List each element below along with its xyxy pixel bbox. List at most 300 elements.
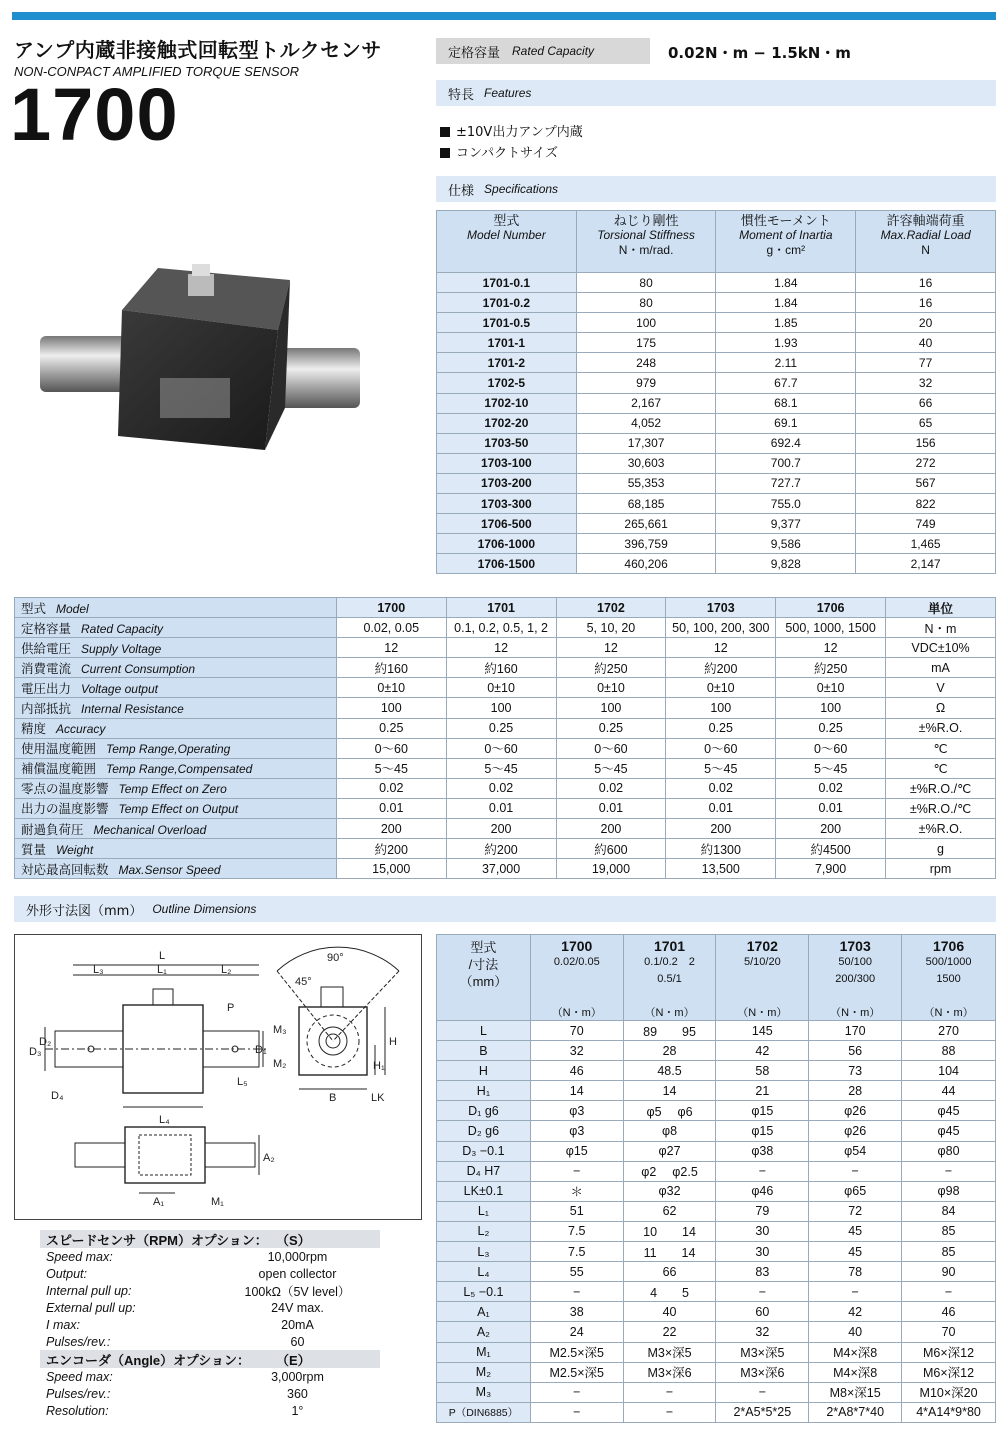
dim-model-unit: （N・m） bbox=[551, 1007, 602, 1019]
dim-value-cell: 56 bbox=[809, 1041, 902, 1061]
spec-value-cell: 749 bbox=[856, 514, 996, 534]
dim-value-cell: 70 bbox=[902, 1322, 996, 1342]
dim-value-cell: 28 bbox=[809, 1081, 902, 1101]
dim-value-cell: 7.5 bbox=[530, 1221, 623, 1241]
value-cell: 0〜60 bbox=[556, 738, 666, 758]
dim-value-cell: 38 bbox=[530, 1302, 623, 1322]
value-cell: 7,900 bbox=[776, 859, 886, 879]
dim-value-cell: 11 14 bbox=[623, 1242, 716, 1262]
value-cell: 0±10 bbox=[446, 678, 556, 698]
model-number-cell: 1703-100 bbox=[437, 453, 577, 473]
table-row bbox=[15, 618, 996, 638]
dim-label-B: B bbox=[329, 1092, 337, 1104]
table-row bbox=[437, 494, 996, 514]
dim-value-cell: 4*A14*9*80 bbox=[902, 1402, 996, 1422]
value-cell: 500, 1000, 1500 bbox=[776, 618, 886, 638]
dim-value-cell: 73 bbox=[809, 1061, 902, 1081]
option-value: 20mA bbox=[281, 1317, 314, 1332]
dim-model-name: 1701 bbox=[653, 938, 686, 954]
row-label-en: Model bbox=[56, 601, 89, 616]
value-cell: 5, 10, 20 bbox=[556, 618, 666, 638]
dim-label-cell: H₁ bbox=[437, 1081, 531, 1101]
table-row bbox=[437, 1081, 996, 1101]
features-title-jp: 特長 bbox=[448, 87, 475, 103]
dim-label-cell: L₅ −0.1 bbox=[437, 1282, 531, 1302]
table-row bbox=[437, 433, 996, 453]
dim-value-cell: 42 bbox=[809, 1302, 902, 1322]
dim-value-cell: 70 bbox=[530, 1021, 623, 1041]
value-cell: 約250 bbox=[556, 658, 666, 678]
row-label-jp: 内部抵抗 bbox=[21, 702, 72, 717]
spec-value-cell: 755.0 bbox=[716, 494, 856, 514]
dim-value-cell: − bbox=[530, 1161, 623, 1181]
dim-label-cell: M₁ bbox=[437, 1342, 531, 1362]
value-cell: 15,000 bbox=[336, 859, 446, 879]
option-key: Pulses/rev.: bbox=[46, 1386, 111, 1401]
rated-capacity-label-en: Rated Capacity bbox=[512, 44, 595, 58]
dim-model-capacity: 500/1000 bbox=[925, 956, 972, 968]
value-cell: 0.1, 0.2, 0.5, 1, 2 bbox=[446, 618, 556, 638]
option-row bbox=[40, 1316, 380, 1333]
row-label-en: Temp Effect on Output bbox=[118, 802, 239, 817]
value-cell: 19,000 bbox=[556, 859, 666, 879]
model-number-cell: 1702-10 bbox=[437, 393, 577, 413]
model-number-cell: 1702-20 bbox=[437, 413, 577, 433]
dim-value-cell: 7.5 bbox=[530, 1242, 623, 1262]
row-label-jp: 出力の温度影響 bbox=[21, 802, 109, 817]
row-label-jp: 対応最高回転数 bbox=[21, 862, 109, 877]
outline-title-jp: 外形寸法図（mm） bbox=[26, 903, 143, 919]
value-cell: rpm bbox=[886, 859, 996, 879]
value-cell: 100 bbox=[336, 698, 446, 718]
value-cell: 200 bbox=[336, 819, 446, 839]
value-cell: 200 bbox=[556, 819, 666, 839]
option-key: Internal pull up: bbox=[46, 1283, 132, 1298]
table-row bbox=[437, 554, 996, 574]
value-cell: 0.25 bbox=[336, 718, 446, 738]
value-cell: 0±10 bbox=[666, 678, 776, 698]
row-label-en: Voltage output bbox=[81, 681, 158, 696]
table-row bbox=[437, 413, 996, 433]
spec-value-cell: 265,661 bbox=[576, 514, 716, 534]
dim-value-cell: 145 bbox=[716, 1021, 809, 1041]
table-row bbox=[15, 698, 996, 718]
table-row bbox=[437, 534, 996, 554]
spec-value-cell: 55,353 bbox=[576, 473, 716, 493]
dim-value-cell: 45 bbox=[809, 1221, 902, 1241]
dim-value-cell: − bbox=[716, 1161, 809, 1181]
dim-value-cell: 78 bbox=[809, 1262, 902, 1282]
dim-label-cell: A₂ bbox=[437, 1322, 531, 1342]
model-number-cell: 1703-300 bbox=[437, 494, 577, 514]
dim-label-L1: L₁ bbox=[157, 964, 167, 976]
value-cell: 200 bbox=[776, 819, 886, 839]
option-value: 10,000rpm bbox=[267, 1249, 328, 1264]
dim-label-A2: A₂ bbox=[263, 1152, 275, 1164]
dim-label-cell: H bbox=[437, 1061, 531, 1081]
dim-value-cell: 10 14 bbox=[623, 1221, 716, 1241]
option-value: open collector bbox=[258, 1266, 337, 1281]
dim-label-cell: L₂ bbox=[437, 1221, 531, 1241]
dim-label-cell: D₁ g6 bbox=[437, 1101, 531, 1121]
dim-value-cell: 79 bbox=[716, 1201, 809, 1221]
dim-value-cell: 4 5 bbox=[623, 1282, 716, 1302]
spec-value-cell: 32 bbox=[856, 373, 996, 393]
outline-drawing bbox=[14, 934, 422, 1220]
value-cell: ℃ bbox=[886, 738, 996, 758]
row-label-cell bbox=[15, 778, 337, 798]
dim-label-L4: L₄ bbox=[159, 1114, 170, 1126]
value-cell: 0.02 bbox=[776, 778, 886, 798]
row-label-en: Supply Voltage bbox=[81, 641, 162, 656]
general-specification-table bbox=[14, 597, 996, 879]
row-label-jp: 電圧出力 bbox=[21, 681, 72, 696]
table-row bbox=[437, 293, 996, 313]
dim-value-cell: − bbox=[530, 1282, 623, 1302]
value-cell: 約600 bbox=[556, 839, 666, 859]
row-label-en: Accuracy bbox=[56, 722, 106, 737]
dim-label-LK: LK bbox=[371, 1092, 385, 1104]
value-cell: 約160 bbox=[336, 658, 446, 678]
dim-value-cell: M3×深6 bbox=[623, 1362, 716, 1382]
option-row bbox=[40, 1248, 380, 1265]
value-cell: 0.25 bbox=[446, 718, 556, 738]
specifications-section-header bbox=[436, 176, 996, 202]
dim-value-cell: − bbox=[809, 1161, 902, 1181]
dim-value-cell: φ46 bbox=[716, 1181, 809, 1201]
dim-value-cell: φ32 bbox=[623, 1181, 716, 1201]
model-number-cell: 1706-1500 bbox=[437, 554, 577, 574]
option-value: 3,000rpm bbox=[271, 1369, 324, 1384]
row-label-en: Weight bbox=[56, 842, 94, 857]
spec-value-cell: 175 bbox=[576, 333, 716, 353]
row-label-cell bbox=[15, 658, 337, 678]
table-row bbox=[437, 373, 996, 393]
value-cell: 0.01 bbox=[556, 798, 666, 818]
table-row bbox=[437, 1061, 996, 1081]
spec-value-cell: 2,147 bbox=[856, 554, 996, 574]
value-cell: 0.02 bbox=[446, 778, 556, 798]
table-row bbox=[15, 798, 996, 818]
dim-value-cell: 40 bbox=[809, 1322, 902, 1342]
value-cell: 0±10 bbox=[336, 678, 446, 698]
dim-label-cell: LK±0.1 bbox=[437, 1181, 531, 1201]
dim-value-cell: 21 bbox=[716, 1081, 809, 1101]
table-row bbox=[15, 718, 996, 738]
row-label-cell bbox=[15, 819, 337, 839]
dim-value-cell: M6×深12 bbox=[902, 1362, 996, 1382]
table-row bbox=[437, 1201, 996, 1221]
dim-value-cell: 44 bbox=[902, 1081, 996, 1101]
value-cell: 1700 bbox=[336, 598, 446, 618]
model-number-cell: 1701-0.5 bbox=[437, 313, 577, 333]
value-cell: 0.25 bbox=[556, 718, 666, 738]
model-number-cell: 1701-2 bbox=[437, 353, 577, 373]
table-row bbox=[15, 819, 996, 839]
spec-value-cell: 692.4 bbox=[716, 433, 856, 453]
value-cell: 100 bbox=[666, 698, 776, 718]
dim-value-cell: φ2 φ2.5 bbox=[623, 1161, 716, 1181]
row-label-en: Temp Range,Compensated bbox=[106, 762, 253, 777]
option-row bbox=[40, 1282, 380, 1299]
rated-capacity-value: 0.02N・m − 1.5kN・m bbox=[668, 44, 851, 62]
dim-value-cell: − bbox=[716, 1282, 809, 1302]
table-row bbox=[437, 1101, 996, 1121]
spec-value-cell: 248 bbox=[576, 353, 716, 373]
dim-value-cell: φ5 φ6 bbox=[623, 1101, 716, 1121]
spec-value-cell: 979 bbox=[576, 373, 716, 393]
spec-value-cell: 1,465 bbox=[856, 534, 996, 554]
value-cell: 13,500 bbox=[666, 859, 776, 879]
table-row bbox=[437, 393, 996, 413]
angle-option-code: （E） bbox=[276, 1352, 311, 1368]
spec-header-cell: ねじり剛性 Torsional Stiffness N・m/rad. bbox=[576, 211, 716, 273]
dim-model-capacity bbox=[902, 989, 995, 1006]
spec-value-cell: 69.1 bbox=[716, 413, 856, 433]
row-label-cell bbox=[15, 798, 337, 818]
option-row bbox=[40, 1368, 380, 1385]
value-cell: 5〜45 bbox=[666, 758, 776, 778]
dim-value-cell: 22 bbox=[623, 1322, 716, 1342]
dim-label-L: L bbox=[159, 950, 166, 962]
model-number-cell: 1701-0.2 bbox=[437, 293, 577, 313]
value-cell: 0〜60 bbox=[776, 738, 886, 758]
row-label-jp: 型式 bbox=[21, 601, 47, 616]
dim-value-cell: 2*A8*7*40 bbox=[809, 1402, 902, 1422]
option-row bbox=[40, 1402, 380, 1419]
dim-model-capacity: 5/10/20 bbox=[743, 956, 781, 968]
dim-value-cell: 51 bbox=[530, 1201, 623, 1221]
value-cell: 100 bbox=[446, 698, 556, 718]
dim-value-cell: 85 bbox=[902, 1242, 996, 1262]
model-number-cell: 1706-500 bbox=[437, 514, 577, 534]
dim-value-cell: φ15 bbox=[530, 1141, 623, 1161]
value-cell: 約200 bbox=[336, 839, 446, 859]
feature-item bbox=[440, 142, 558, 161]
table-row bbox=[15, 598, 996, 618]
dim-value-cell: φ3 bbox=[530, 1101, 623, 1121]
value-cell: 0〜60 bbox=[666, 738, 776, 758]
table-row bbox=[437, 1242, 996, 1262]
table-row bbox=[437, 1362, 996, 1382]
features-section-header bbox=[436, 80, 996, 106]
value-cell: 12 bbox=[446, 638, 556, 658]
dim-value-cell: φ80 bbox=[902, 1141, 996, 1161]
dim-label-cell: L₄ bbox=[437, 1262, 531, 1282]
dim-value-cell: − bbox=[530, 1382, 623, 1402]
dim-value-cell: − bbox=[623, 1402, 716, 1422]
top-accent-bar bbox=[12, 12, 996, 20]
dim-value-cell: φ8 bbox=[623, 1121, 716, 1141]
value-cell: 0.02 bbox=[666, 778, 776, 798]
dim-label-cell: D₃ −0.1 bbox=[437, 1141, 531, 1161]
dim-label-angle45: 45° bbox=[295, 976, 312, 988]
specifications-table bbox=[436, 210, 996, 574]
table-row bbox=[437, 1181, 996, 1201]
option-value: 360 bbox=[287, 1386, 308, 1401]
dim-model-name: 1703 bbox=[839, 938, 871, 954]
outline-section-header bbox=[14, 896, 996, 922]
model-number-cell: 1703-50 bbox=[437, 433, 577, 453]
spec-value-cell: 65 bbox=[856, 413, 996, 433]
table-row bbox=[437, 273, 996, 293]
option-key: Speed max: bbox=[46, 1369, 113, 1384]
dim-value-cell: 89 95 bbox=[623, 1021, 716, 1041]
option-value: 100kΩ（5V level） bbox=[244, 1284, 351, 1299]
dim-model-unit: （N・m） bbox=[737, 1007, 788, 1019]
spec-value-cell: 1.84 bbox=[716, 273, 856, 293]
dim-value-cell: 170 bbox=[809, 1021, 902, 1041]
spec-value-cell: 2,167 bbox=[576, 393, 716, 413]
value-cell: 0.02, 0.05 bbox=[336, 618, 446, 638]
spec-header-cell: 許容軸端荷重 Max.Radial Load N bbox=[856, 211, 996, 273]
model-number-cell: 1701-0.1 bbox=[437, 273, 577, 293]
speed-option-header bbox=[40, 1230, 380, 1248]
dim-value-cell: φ15 bbox=[716, 1101, 809, 1121]
value-cell: 0.01 bbox=[336, 798, 446, 818]
product-title-jp: アンプ内蔵非接触式回転型トルクセンサ bbox=[14, 38, 382, 62]
dim-model-name: 1700 bbox=[561, 938, 593, 954]
value-cell: 約4500 bbox=[776, 839, 886, 859]
value-cell: 約1300 bbox=[666, 839, 776, 859]
dimension-table bbox=[436, 934, 996, 1423]
speed-option-title: スピードセンサ（RPM）オプション： bbox=[46, 1232, 268, 1248]
value-cell: 0.01 bbox=[776, 798, 886, 818]
dim-value-cell: M4×深8 bbox=[809, 1342, 902, 1362]
dim-header-label bbox=[437, 935, 531, 1021]
table-row bbox=[15, 738, 996, 758]
spec-value-cell: 16 bbox=[856, 273, 996, 293]
dim-label-H1: H₁ bbox=[373, 1060, 385, 1072]
table-row bbox=[15, 859, 996, 879]
rated-capacity-label-jp: 定格容量 bbox=[448, 45, 501, 61]
dim-label-D2: D₂ bbox=[39, 1036, 52, 1048]
option-row bbox=[40, 1299, 380, 1316]
row-label-jp: 零点の温度影響 bbox=[21, 782, 109, 797]
model-number-cell: 1702-5 bbox=[437, 373, 577, 393]
table-row bbox=[437, 1121, 996, 1141]
value-cell: 0±10 bbox=[776, 678, 886, 698]
dim-value-cell: 270 bbox=[902, 1021, 996, 1041]
dim-value-cell: φ45 bbox=[902, 1121, 996, 1141]
row-label-en: Max.Sensor Speed bbox=[118, 862, 221, 877]
features-title-en: Features bbox=[484, 86, 532, 100]
dim-value-cell: 48.5 bbox=[623, 1061, 716, 1081]
dim-value-cell: 66 bbox=[623, 1262, 716, 1282]
row-label-cell bbox=[15, 638, 337, 658]
dim-value-cell: φ27 bbox=[623, 1141, 716, 1161]
value-cell: 5〜45 bbox=[446, 758, 556, 778]
value-cell: 5〜45 bbox=[776, 758, 886, 778]
table-row bbox=[437, 1141, 996, 1161]
row-label-jp: 使用温度範囲 bbox=[21, 742, 97, 757]
dim-value-cell: 42 bbox=[716, 1041, 809, 1061]
value-cell: ±%R.O./℃ bbox=[886, 778, 996, 798]
value-cell: 200 bbox=[666, 819, 776, 839]
value-cell: 200 bbox=[446, 819, 556, 839]
dim-value-cell: ＊ bbox=[530, 1181, 623, 1201]
feature-text: ±10V出力アンプ内蔵 bbox=[456, 125, 583, 140]
dim-value-cell: 30 bbox=[716, 1242, 809, 1262]
dim-label-D3: D₃ bbox=[29, 1046, 42, 1058]
option-key: Pulses/rev.: bbox=[46, 1334, 111, 1349]
table-row bbox=[437, 1382, 996, 1402]
value-cell: 50, 100, 200, 300 bbox=[666, 618, 776, 638]
dim-value-cell: 84 bbox=[902, 1201, 996, 1221]
dim-model-capacity bbox=[531, 989, 623, 1006]
dim-model-unit: （N・m） bbox=[644, 1007, 695, 1019]
dim-value-cell: M2.5×深5 bbox=[530, 1342, 623, 1362]
dim-value-cell: 88 bbox=[902, 1041, 996, 1061]
dim-label-cell: D₂ g6 bbox=[437, 1121, 531, 1141]
dim-value-cell: 14 bbox=[530, 1081, 623, 1101]
value-cell: 0.02 bbox=[336, 778, 446, 798]
dim-value-cell: 30 bbox=[716, 1221, 809, 1241]
value-cell: 12 bbox=[776, 638, 886, 658]
row-label-cell bbox=[15, 698, 337, 718]
table-row bbox=[437, 453, 996, 473]
value-cell: 0.25 bbox=[666, 718, 776, 738]
value-cell: N・m bbox=[886, 618, 996, 638]
value-cell: 単位 bbox=[886, 598, 996, 618]
dim-label-cell: B bbox=[437, 1041, 531, 1061]
option-key: Speed max: bbox=[46, 1249, 113, 1264]
dim-model-capacity bbox=[624, 989, 716, 1006]
value-cell: 1703 bbox=[666, 598, 776, 618]
dim-model-capacity bbox=[809, 989, 901, 1006]
dim-model-capacity bbox=[531, 972, 623, 989]
table-row bbox=[437, 1221, 996, 1241]
dim-label-cell: A₁ bbox=[437, 1302, 531, 1322]
dim-value-cell: φ3 bbox=[530, 1121, 623, 1141]
dim-label-L5: L₅ bbox=[237, 1076, 248, 1088]
dim-label-A1: A₁ bbox=[153, 1196, 165, 1208]
value-cell: 0.01 bbox=[446, 798, 556, 818]
dim-value-cell: φ38 bbox=[716, 1141, 809, 1161]
dim-value-cell: 14 bbox=[623, 1081, 716, 1101]
option-key: Resolution: bbox=[46, 1403, 109, 1418]
options-panel bbox=[40, 1230, 380, 1419]
bullet-square-icon bbox=[440, 148, 450, 158]
dim-value-cell: − bbox=[809, 1282, 902, 1302]
dim-model-capacity: 0.1/0.2 2 bbox=[644, 956, 695, 968]
dim-value-cell: φ98 bbox=[902, 1181, 996, 1201]
value-cell: 100 bbox=[776, 698, 886, 718]
dim-header-label-line: （mm） bbox=[459, 974, 508, 989]
spec-value-cell: 4,052 bbox=[576, 413, 716, 433]
dim-label-M3: M₃ bbox=[273, 1024, 287, 1036]
dim-value-cell: φ26 bbox=[809, 1121, 902, 1141]
value-cell: 0〜60 bbox=[446, 738, 556, 758]
value-cell: 1702 bbox=[556, 598, 666, 618]
table-row bbox=[437, 1302, 996, 1322]
bullet-square-icon bbox=[440, 127, 450, 137]
dim-value-cell: φ54 bbox=[809, 1141, 902, 1161]
dim-value-cell: φ26 bbox=[809, 1101, 902, 1121]
row-label-en: Rated Capacity bbox=[81, 621, 164, 636]
value-cell: 0〜60 bbox=[336, 738, 446, 758]
dim-value-cell: 83 bbox=[716, 1262, 809, 1282]
spec-value-cell: 700.7 bbox=[716, 453, 856, 473]
value-cell: g bbox=[886, 839, 996, 859]
product-title-en: NON-CONPACT AMPLIFIED TORQUE SENSOR bbox=[14, 64, 300, 79]
row-label-jp: 質量 bbox=[21, 842, 47, 857]
spec-value-cell: 30,603 bbox=[576, 453, 716, 473]
rated-capacity-label bbox=[436, 38, 650, 64]
dim-label-M2: M₂ bbox=[273, 1058, 287, 1070]
dim-value-cell: 32 bbox=[530, 1041, 623, 1061]
specifications-title-jp: 仕様 bbox=[448, 183, 475, 199]
